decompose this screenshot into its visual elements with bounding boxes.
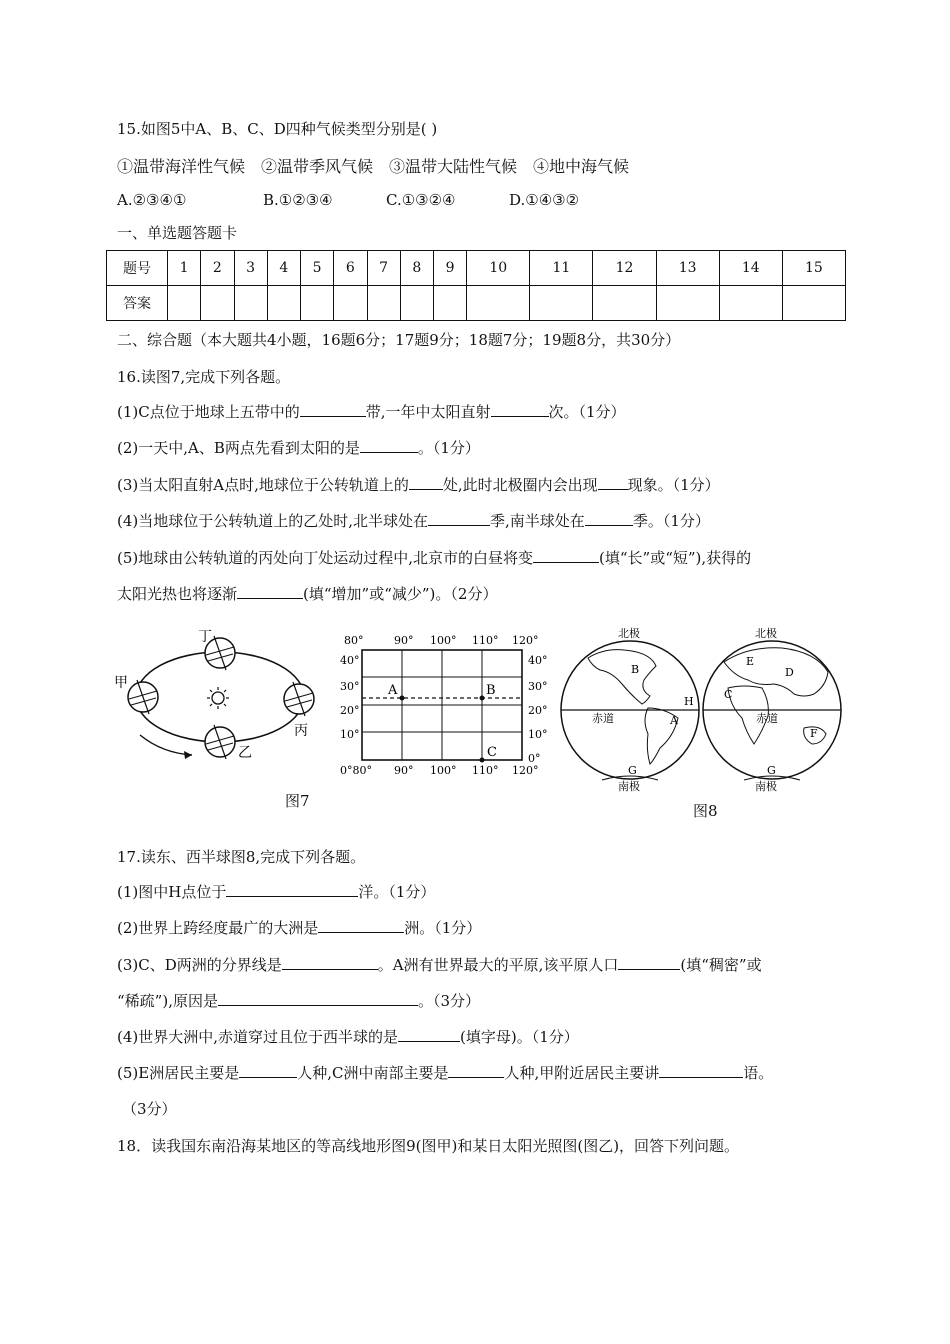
answer-blank[interactable]: [598, 475, 628, 490]
q17-part3-cont: [117, 990, 480, 1011]
q17-part5-text: 语。: [743, 1064, 774, 1082]
answer-card-table: [106, 250, 846, 321]
hemispheres-map: [558, 624, 848, 796]
answer-cell[interactable]: [168, 286, 201, 321]
eastern-hemisphere: [703, 641, 841, 780]
lon-label: 120°: [512, 764, 539, 777]
q16-part3-text: 处,此时北极圈内会出现: [442, 476, 598, 494]
answer-card-answer-row: [107, 286, 846, 321]
answer-cell[interactable]: [334, 286, 367, 321]
answer-blank[interactable]: [491, 402, 549, 417]
lon-label: 100°: [430, 634, 457, 647]
q16-part2: [117, 437, 480, 458]
q17-part3: [117, 954, 762, 975]
latlon-grid: [338, 632, 558, 780]
lon-label: 0°80°: [340, 764, 372, 777]
continent-label: B: [631, 663, 640, 676]
equator-label: 赤道: [592, 712, 614, 725]
answer-cell[interactable]: [719, 286, 782, 321]
lon-label: 90°: [394, 634, 414, 647]
answer-card-number: 14: [719, 251, 782, 286]
lon-label: 110°: [472, 764, 499, 777]
answer-blank[interactable]: [618, 955, 680, 970]
lat-label: 30°: [528, 680, 548, 693]
pole-label: 北极: [618, 627, 640, 640]
point-label: C: [487, 745, 497, 760]
lat-label: 20°: [340, 704, 360, 717]
q17-part4-text: (4)世界大洲中,赤道穿过且位于西半球的是: [117, 1028, 399, 1046]
q17-part5-text: 人种,C洲中南部主要是: [297, 1064, 449, 1082]
q16-part5-cont: [117, 583, 497, 604]
answer-blank[interactable]: [448, 1063, 504, 1078]
answer-cell[interactable]: [530, 286, 593, 321]
q17-part3-text: (填“稠密”或: [680, 956, 762, 974]
lat-label: 30°: [340, 680, 360, 693]
q17-stem: 17.读东、西半球图8,完成下列各题。: [117, 848, 366, 866]
q16-part5: [117, 547, 751, 568]
orbit-label: 丁: [198, 629, 212, 645]
earth-icon: [205, 725, 235, 759]
q16-part3-text: 现象。（1分）: [627, 476, 720, 494]
pole-label: 南极: [755, 780, 777, 793]
answer-blank[interactable]: [237, 584, 303, 599]
answer-blank[interactable]: [218, 991, 418, 1006]
answer-blank[interactable]: [360, 438, 418, 453]
answer-cell[interactable]: [782, 286, 845, 321]
answer-card-number: 11: [530, 251, 593, 286]
answer-blank[interactable]: [300, 402, 366, 417]
orbit-diagram: [110, 625, 330, 775]
answer-cell[interactable]: [467, 286, 530, 321]
q16-part2-text: (2)一天中,A、B两点先看到太阳的是: [117, 439, 360, 457]
q16-part4-text: 季,南半球处在: [490, 512, 585, 530]
q16-part5-text: (5)地球由公转轨道的丙处向丁处运动过程中,北京市的白昼将变: [117, 549, 534, 567]
continent-label: A: [670, 714, 678, 727]
q17-part1: [117, 881, 435, 902]
q15-climate-types: ①温带海洋性气候 ②温带季风气候 ③温带大陆性气候 ④地中海气候: [117, 157, 630, 176]
q16-part1-text: (1)C点位于地球上五带中的: [117, 403, 300, 421]
continent-label: F: [810, 727, 818, 740]
q16-part1-text: 带,一年中太阳直射: [365, 403, 491, 421]
answer-card-number: 5: [301, 251, 334, 286]
answer-card-number: 2: [201, 251, 234, 286]
answer-cell[interactable]: [656, 286, 719, 321]
q15-option-a: A.②③④①: [117, 191, 187, 209]
answer-cell[interactable]: [367, 286, 400, 321]
q16-part5-text: 太阳光热也将逐渐: [117, 585, 238, 603]
answer-blank[interactable]: [585, 511, 633, 526]
point-marker: [480, 758, 485, 763]
answer-cell[interactable]: [593, 286, 656, 321]
earth-icon: [128, 680, 158, 714]
answer-card-number: 4: [267, 251, 300, 286]
q16-part5-text: (填“增加”或“减少”)。（2分）: [303, 585, 498, 603]
pole-label: 北极: [755, 627, 777, 640]
continent-label: G: [767, 764, 776, 777]
continent-label: H: [684, 695, 694, 708]
lon-label: 110°: [472, 634, 499, 647]
answer-blank[interactable]: [239, 1063, 297, 1078]
orbit-label: 乙: [238, 745, 252, 761]
answer-card-number: 15: [782, 251, 845, 286]
answer-card-number: 12: [593, 251, 656, 286]
q17-part4-text: (填字母)。（1分）: [460, 1028, 579, 1046]
lon-label: 80°: [344, 634, 364, 647]
equator-label: 赤道: [756, 712, 778, 725]
answer-cell[interactable]: [400, 286, 433, 321]
q16-part5-text: (填“长”或“短”),获得的: [599, 549, 752, 567]
point-label: A: [388, 683, 398, 698]
answer-card-number: 1: [168, 251, 201, 286]
q15-options: [117, 191, 579, 209]
q17-part3-text: “稀疏”),原因是: [117, 992, 218, 1010]
q17-part4: [117, 1026, 579, 1047]
q17-part2: [117, 917, 481, 938]
answer-cell[interactable]: [434, 286, 467, 321]
answer-card-number: 13: [656, 251, 719, 286]
q17-part5-text: (5)E洲居民主要是: [117, 1064, 240, 1082]
answer-blank[interactable]: [428, 511, 490, 526]
answer-card-number-header: 题号: [107, 251, 168, 286]
figure8-caption: 图8: [693, 802, 718, 820]
pole-label: 南极: [618, 780, 640, 793]
q16-part4-text: 季。（1分）: [632, 512, 710, 530]
answer-card-number: 6: [334, 251, 367, 286]
arrowhead-icon: [184, 751, 192, 759]
q17-part1-text: (1)图中H点位于: [117, 883, 227, 901]
western-hemisphere: [561, 641, 699, 780]
q17-part1-text: 洋。（1分）: [358, 883, 436, 901]
orbit-label: 丙: [294, 723, 308, 739]
q17-part5-score: （3分）: [122, 1100, 177, 1118]
q17-part5-text: 人种,甲附近居民主要讲: [504, 1064, 660, 1082]
continent-label: G: [628, 764, 637, 777]
earth-icon: [284, 682, 314, 716]
lon-label: 120°: [512, 634, 539, 647]
q15-option-d: D.①④③②: [509, 191, 580, 209]
answer-blank[interactable]: [659, 1063, 743, 1078]
q18-stem: 18．读我国东南沿海某地区的等高线地形图9(图甲)和某日太阳光照图(图乙)，回答下列问题。: [117, 1137, 740, 1155]
q15-option-c: C.①③②④: [386, 191, 456, 209]
lat-label: 40°: [340, 654, 360, 667]
q16-part2-text: 。（1分）: [417, 439, 480, 457]
q16-part4: [117, 510, 710, 531]
sun-icon: [207, 687, 229, 709]
continent-label: D: [785, 666, 794, 679]
q17-part3-text: (3)C、D两洲的分界线是: [117, 956, 282, 974]
continent-label: C: [724, 688, 733, 701]
q16-part3: [117, 474, 720, 495]
q15-stem: 15.如图5中A、B、C、D四种气候类型分别是( ): [117, 120, 438, 138]
answer-blank[interactable]: [409, 475, 443, 490]
point-label: B: [486, 683, 496, 698]
q16-part4-text: (4)当地球位于公转轨道上的乙处时,北半球处在: [117, 512, 429, 530]
q16-part3-text: (3)当太阳直射A点时,地球位于公转轨道上的: [117, 476, 409, 494]
lon-label: 90°: [394, 764, 414, 777]
answer-cell[interactable]: [234, 286, 267, 321]
section1-title: 一、单选题答题卡: [117, 224, 238, 242]
answer-card-number-row: [107, 251, 846, 286]
q16-stem: 16.读图7,完成下列各题。: [117, 368, 291, 386]
answer-blank[interactable]: [282, 955, 378, 970]
lat-label: 40°: [528, 654, 548, 667]
answer-card-number: 10: [467, 251, 530, 286]
answer-card-number: 3: [234, 251, 267, 286]
q16-part1-text: 次。（1分）: [548, 403, 626, 421]
answer-card-number: 8: [400, 251, 433, 286]
answer-card-answer-header: 答案: [107, 286, 168, 321]
point-marker: [480, 696, 485, 701]
q17-part3-text: 。A洲有世界最大的平原,该平原人口: [377, 956, 619, 974]
q17-part2-text: 洲。（1分）: [404, 919, 482, 937]
lat-label: 10°: [528, 728, 548, 741]
answer-cell[interactable]: [201, 286, 234, 321]
q16-part1: [117, 401, 626, 422]
q15-option-b: B.①②③④: [263, 191, 333, 209]
answer-blank[interactable]: [533, 548, 599, 563]
answer-blank[interactable]: [226, 882, 358, 897]
lat-label: 20°: [528, 704, 548, 717]
section2-title: 二、综合题（本大题共4小题，16题6分；17题9分；18题7分；19题8分，共30分）: [117, 331, 681, 349]
continent-label: E: [746, 655, 755, 668]
orbit-label: 甲: [114, 675, 128, 691]
answer-blank[interactable]: [398, 1027, 460, 1042]
q17-part5: [117, 1062, 773, 1083]
lat-label: 10°: [340, 728, 360, 741]
answer-blank[interactable]: [318, 918, 404, 933]
answer-card-number: 7: [367, 251, 400, 286]
answer-cell[interactable]: [301, 286, 334, 321]
answer-card-number: 9: [434, 251, 467, 286]
lon-label: 100°: [430, 764, 457, 777]
lat-label: 0°: [528, 752, 541, 765]
point-marker: [400, 696, 405, 701]
q17-part3-text: 。（3分）: [417, 992, 481, 1010]
answer-cell[interactable]: [267, 286, 300, 321]
q17-part2-text: (2)世界上跨经度最广的大洲是: [117, 919, 319, 937]
figure7-caption: 图7: [285, 792, 310, 810]
